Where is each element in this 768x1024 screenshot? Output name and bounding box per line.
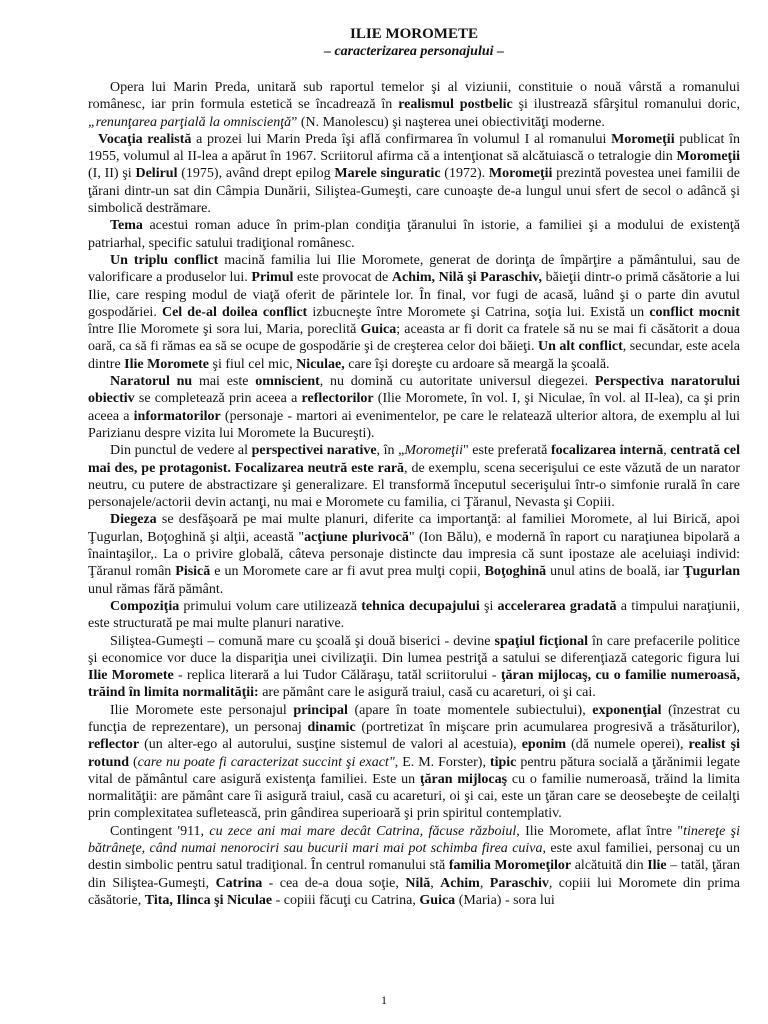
text-run: alcătuită din [571, 858, 648, 874]
text-run: izbucneşte între Moromete şi Catrina, soţia lui. Există un [307, 304, 650, 320]
text-run: primului volum care utilizează [179, 598, 362, 614]
bold-text: familia Moromeţilor [448, 858, 572, 874]
text-run: , este axul familiei, personaj cu un destin simbolic pentru satul tradiţional. În centrul romanului stă [88, 841, 740, 874]
bold-text: acţiune plurivocă [304, 529, 409, 545]
document-body [88, 79, 740, 909]
text-run: (înzestrat cu funcţia de reprezentare), un personaj [88, 702, 741, 735]
bold-text: Guica [419, 892, 456, 908]
bold-text: ţăran mijlocaş, cu o familie numeroasă, trăind în limita normalităţii: [88, 668, 741, 701]
bold-text: Delirul [135, 166, 178, 182]
text-run: (I, II) şi [88, 166, 136, 182]
bold-text: Ilie Moromete [124, 356, 210, 372]
paragraph [88, 252, 740, 373]
bold-text: Un alt conflict [537, 339, 623, 355]
text-run: ( [128, 754, 138, 770]
text-run: (dă numele operei), [566, 737, 689, 753]
paragraph [88, 633, 740, 702]
bold-text: Compoziţia [110, 598, 180, 614]
text-run: a timpului naraţiunii, este structurată pe mai multe planuri narative. [88, 598, 741, 632]
bold-text: Tita, Ilinca şi Niculae [144, 892, 273, 908]
bold-text: Cel de-al doilea conflict [161, 304, 308, 320]
italic-text: tinereţe şi bătrâneţe, când numai nenorociri sau bucurii mari mai pot schimba firea cuiva [88, 823, 740, 857]
text-run: are pământ care le asigură traiul, casă cu acareturi, oi şi cai. [258, 685, 596, 701]
text-run: Contingent '911, [110, 823, 210, 839]
text-run: (un alter-ego al autorului, susţine sistemul de valori al acestuia), [139, 737, 522, 753]
text-run: Ilie Moromete este personajul [110, 702, 294, 718]
bold-text: Guica [360, 322, 397, 338]
text-run: în care prefacerile politice şi economice vor duce la dispariţia unei civilizaţii. Din lumea pestriţă a satului se diferenţiază categoric figura lui [88, 633, 740, 666]
text-run: (Ilie Moromete, în vol. I, şi Niculae, în vol. al II-lea), ca şi prin aceea a [88, 391, 740, 424]
text-run: , nu domină cu autoritate universul diegezei. [319, 374, 595, 390]
text-run: , secundar, este acela dintre [88, 339, 741, 372]
text-run: Siliştea-Gumeşti – comună mare cu şcoală şi două biserici - devine [110, 633, 495, 649]
italic-text: care nu poate fi caracterizat succint şi exact" [137, 754, 395, 770]
bold-text: dinamic [307, 719, 356, 735]
text-run: " este preferată [462, 443, 551, 459]
text-run: se desfăşoară pe mai multe planuri, diferite ca importanţă: al familiei Moromete, al lui Birică, apoi Ţugurlan, Boţoghină şi alţii, această " [88, 512, 740, 545]
text-run: publicat în 1955, volumul al II-lea a apărut în 1967. Scriitorul afirma că a intenţionat să alcătuiască o tetralogie din [88, 131, 741, 165]
bold-text: conflict mocnit [649, 304, 740, 320]
text-run: macină familia lui Ilie Moromete, generat de dorinţa de împărţire a pământului, sau de valorificare a produselor lui. [88, 252, 740, 286]
text-run: Opera lui Marin Preda, unitară sub raportul temelor şi al viziunii, constituie o nouă vârstă a romanului românesc, iar prin formula estetică se încadrează în [88, 80, 740, 113]
text-run: este provocat de [293, 270, 392, 286]
text-run: băieţii dintr-o primă căsătorie a lui Ilie, care resping modul de viaţă oferit de părintele lor. În final, vor fugi de acasă, luând şi o parte din avutul gospodăriei. [88, 270, 740, 320]
document-subtitle: – caracterizarea personajului – [323, 44, 505, 59]
text-run: , de exemplu, scena secerişului ce este văzută de un narator neutru, cu putere de abstractizare şi generalizare. El transformă începutul secerişului într-o simfonie rurală în care personajele/actorii devin actanţi, nu mai e Moromete cu familia, ci Ţăranul, Nevasta şi Copiii. [88, 460, 740, 511]
document-title: ILIE MOROMETE [350, 26, 478, 42]
text-run: , [663, 443, 671, 459]
bold-text: Diegeza [110, 512, 157, 528]
bold-text: Ţugurlan [683, 564, 740, 580]
paragraph [88, 702, 740, 823]
bold-text: Vocaţia realistă [98, 131, 192, 147]
text-run: e un Moromete care ar fi avut prea mulţi copii, [210, 564, 485, 580]
bold-text: Un triplu conflict [110, 252, 219, 268]
text-run: şi fiul cel mic, [209, 356, 297, 372]
text-run: şi [479, 598, 498, 614]
bold-text: ţăran mijlocaş [419, 771, 508, 787]
text-run: cu o familie numeroasă, trăind la limita normalităţii: are pământ care îi asigură traiul, casă cu acareturi, oi şi cai, este un ţăran care se deosebeşte de ceilalţi prin complexitatea sufletească, prin gândirea superioară şi prin spiritul contemplativ. [88, 771, 740, 822]
text-run: se completează prin aceea a [134, 391, 302, 407]
bold-text: reflectorilor [301, 391, 374, 407]
italic-text: cu zece ani mai mare decât Catrina, făcuse războiul, [209, 823, 520, 839]
text-run: , [430, 875, 441, 891]
paragraph [88, 442, 740, 511]
bold-text: perspectivei narative [251, 443, 377, 459]
bold-text: Perspectiva naratorului obiectiv [88, 374, 741, 407]
bold-text: focalizarea internă [551, 443, 664, 459]
text-run: - replica literară a lui Tudor Călăraşu, tatăl scriitorului - [173, 668, 501, 684]
text-run: (apare în toate momentele subiectului), [347, 702, 593, 718]
text-run: " (Ion Bălu), e modernă în raport cu naraţiunea bipolară a înaintaşilor,. La o privire globală, câteva personaje distincte dau impresia că sunt ipostaze ale aceluiaşi individ: Ţăranul român [88, 529, 740, 580]
bold-text: tehnica decupajului [361, 598, 480, 614]
paragraph [88, 823, 740, 909]
bold-text: Catrina [215, 875, 263, 891]
text-run: (1975), având drept epilog [177, 166, 335, 182]
bold-text: accelerarea gradată [497, 598, 617, 614]
text-run: – tatăl, ţăran din Siliştea-Gumeşti, [88, 858, 740, 891]
bold-text: Boţoghină [484, 564, 547, 580]
paragraph [88, 511, 740, 597]
bold-text: principal [293, 702, 348, 718]
text-run: unul atins de boală, iar [546, 564, 684, 580]
text-run: între Ilie Moromete şi sora lui, Maria, poreclită [88, 322, 361, 338]
bold-text: Moromeţii [676, 149, 740, 165]
bold-text: tipic [489, 754, 517, 770]
text-run: (Maria) - sora lui [455, 892, 555, 908]
text-run: mai este [192, 374, 256, 390]
text-run: Ilie Moromete, aflat între " [519, 823, 684, 839]
bold-text: spaţiul ficţional [494, 633, 588, 649]
bold-text: realismul postbelic [398, 97, 513, 113]
paragraph [88, 79, 740, 131]
text-run: (1972). [440, 166, 489, 182]
bold-text: exponenţial [592, 702, 662, 718]
text-run: , copiii lui Moromete din prima căsătorie, [88, 875, 741, 908]
page-number: 1 [381, 993, 387, 1007]
text-run: ” (N. Manolescu) şi naşterea unei obiectivităţi moderne. [291, 114, 605, 130]
bold-text: realist şi rotund [88, 737, 740, 770]
text-run: ; aceasta ar fi dorit ca fratele să nu se mai fi căsătorit a doua oară, ca să fi rămas ea să se ocupe de gospodărie şi de creşterea celor doi băieţi. [88, 322, 740, 355]
text-run: (portretizat în mişcare prin acumularea progresivă a trăsăturilor), [355, 719, 740, 735]
text-run: şi ilustrează sfârşitul romanului doric, [512, 97, 740, 113]
text-run: , în „ [376, 443, 405, 459]
bold-text: Ilie Moromete [88, 668, 174, 684]
paragraph [88, 373, 740, 442]
bold-text: Tema [110, 218, 143, 234]
text-run: acestui roman aduce în prim-plan condiţia ţăranului în istorie, a familiei şi a modului de existenţă patriarhal, specific satului tradiţional românesc. [88, 218, 740, 251]
bold-text: Niculae, [296, 356, 345, 372]
paragraph [88, 217, 740, 252]
text-run: (personaje - martori ai evenimentelor, pe care le relatează ulterior altora, de exemplu al lui Parizianu despre vizita lui Moromete la Bucureşti). [88, 408, 740, 441]
text-run: prezintă povestea unei familii de ţărani dintr-un sat din Câmpia Dunării, Siliştea-Gumeşti, care cunoaşte de-a lungul unui sfert de secol o adâncă şi simbolică destrămare. [88, 166, 740, 217]
text-run: , E. M. Forster), [394, 754, 490, 770]
text-run: , [479, 875, 490, 891]
italic-text: „renunţarea parţială la omniscienţă [88, 114, 292, 130]
text-run: a prozei lui Marin Preda îşi află confirmarea în volumul I al romanului [191, 131, 612, 147]
text-run: - copiii făcuţi cu Catrina, [272, 892, 420, 908]
bold-text: centrată cel mai des, pe protagonist. Focalizarea neutră este rară [88, 443, 740, 476]
italic-text: Moromeţii [404, 443, 463, 459]
text-run: pentru pătura socială a ţărănimii legate vital de pământul care asigură existenţa familiei. Este un [88, 754, 740, 787]
bold-text: Primul [251, 270, 294, 286]
text-run: - cea de-a doua soţie, [262, 875, 406, 891]
paragraph [88, 598, 740, 633]
bold-text: Moromeţii [611, 131, 675, 147]
document-page [88, 24, 740, 909]
text-run: unul rămas fără pământ. [88, 581, 224, 597]
paragraph [88, 131, 740, 217]
bold-text: Naratorul nu [110, 374, 193, 390]
bold-text: Achim [440, 875, 480, 891]
text-run: care îşi doreşte cu ardoare să meargă la şcoală. [344, 356, 610, 372]
bold-text: Achim, Nilă şi Paraschiv, [391, 270, 543, 286]
bold-text: Pisică [175, 564, 211, 580]
bold-text: Marele singuratic [334, 166, 441, 182]
bold-text: Ilie [647, 858, 667, 874]
bold-text: Paraschiv [489, 875, 549, 891]
bold-text: informatorilor [133, 408, 221, 424]
bold-text: eponim [521, 737, 567, 753]
bold-text: reflector [88, 737, 140, 753]
bold-text: Nilă [405, 875, 431, 891]
text-run: Din punctul de vedere al [110, 443, 252, 459]
bold-text: Moromeţii [488, 166, 553, 182]
bold-text: omniscient [255, 374, 320, 390]
